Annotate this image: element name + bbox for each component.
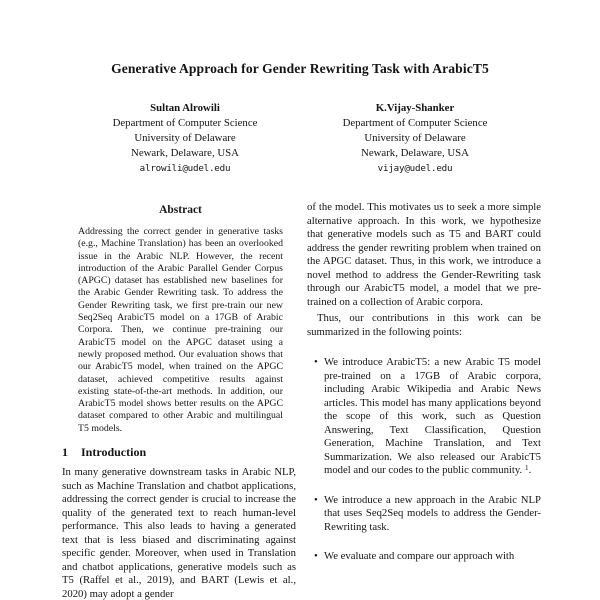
bullet-icon: • xyxy=(314,493,318,506)
bullet-icon: • xyxy=(314,356,318,368)
author-location: Newark, Delaware, USA xyxy=(361,147,469,159)
list-item xyxy=(307,356,541,478)
abstract-text: Addressing the correct gender in generative tasks (e.g., Machine Translation) has been an overlooked issue in the Arabic NLP. However, the recent introduction of the Arabic Parallel Gender Corpus (APGC) dataset has established new baselines for the Arabic Gender Rewriting task. To address the Gender Rewriting task, we first pre-train our new Seq2Seq ArabicT5 model on a 17GB of Arabic Corpora. Then, we continue pre-training our ArabicT5 model on the APGC dataset using a newly proposed method. Our evaluation shows that our ArabicT5 model, when trained on the APGC dataset, achieved competitive results against existing state-of-the-art methods. In addition, our ArabicT5 model shows better results on the APGC dataset compared to other Arabic and multilingual T5 models. xyxy=(78,226,283,434)
list-item-text-tail: . xyxy=(528,464,532,476)
author-1 xyxy=(70,101,300,176)
list-item xyxy=(307,494,541,535)
right-column xyxy=(307,201,541,580)
list-item-text: We introduce ArabicT5: a new Arabic T5 model pre-trained on a 17GB of Arabic corpora, including Arabic Wikipedia and Arabic News articles. This model has many applications beyond the scope of this work, such as Question Answering, Text Classification, Question Generation, Machine Translation, and Text Summarization. We also released our ArabicT5 model and our codes to the public community. xyxy=(324,356,541,476)
left-column xyxy=(62,203,296,600)
list-item xyxy=(307,550,541,564)
contributions-intro-paragraph: Thus, our contributions in this work can be summarized in the following points: xyxy=(307,312,541,338)
list-item-text: We evaluate and compare our approach with xyxy=(324,550,515,562)
author-name: Sultan Alrowili xyxy=(150,102,220,114)
contributions-list xyxy=(307,356,541,564)
author-department: Department of Computer Science xyxy=(112,117,258,129)
continuation-paragraph: of the model. This motivates us to seek a more simple alternative approach. In this work, we hypothesize that generative models such as T5 and BART could address the gender rewriting problem when trained on the APGC dataset. Thus, in this work, we introduce a novel method to address the Gender-Rewriting task through our ArabicT5 model, a model that we pre-trained on a collection of Arabic corpora. xyxy=(307,201,541,308)
list-item-text: We introduce a new approach in the Arabic NLP that uses Seq2Seq models to address the Gender-Rewriting task. xyxy=(324,493,541,533)
footnote-marker: 1 xyxy=(524,462,529,472)
author-location: Newark, Delaware, USA xyxy=(131,147,239,159)
author-department: Department of Computer Science xyxy=(342,117,488,129)
author-university: University of Delaware xyxy=(364,132,466,144)
paper-title: Generative Approach for Gender Rewriting Task with ArabicT5 xyxy=(111,61,489,76)
section-heading-introduction xyxy=(62,445,296,460)
author-2 xyxy=(300,101,530,176)
introduction-paragraph: In many generative downstream tasks in Arabic NLP, such as Machine Translation and chatbot applications, addressing the correct gender is crucial to increase the quality of the generated text to reach human-level performance. This also leads to having a generated text that is less biased and discriminating against specific gender. Moreover, when used in Translation and chatbot applications, generative models such as T5 (Raffel et al., 2019), and BART (Lewis et al., 2020) may adopt a gender xyxy=(62,466,296,600)
author-block xyxy=(70,101,530,176)
abstract-heading: Abstract xyxy=(159,204,202,216)
section-title: Introduction xyxy=(81,445,147,460)
author-name: K.Vijay-Shanker xyxy=(375,102,455,114)
section-number: 1 xyxy=(62,445,68,460)
author-email: alrowili@udel.edu xyxy=(139,163,231,174)
bullet-icon: • xyxy=(314,550,318,562)
author-university: University of Delaware xyxy=(134,132,236,144)
author-email: vijay@udel.edu xyxy=(377,163,453,174)
